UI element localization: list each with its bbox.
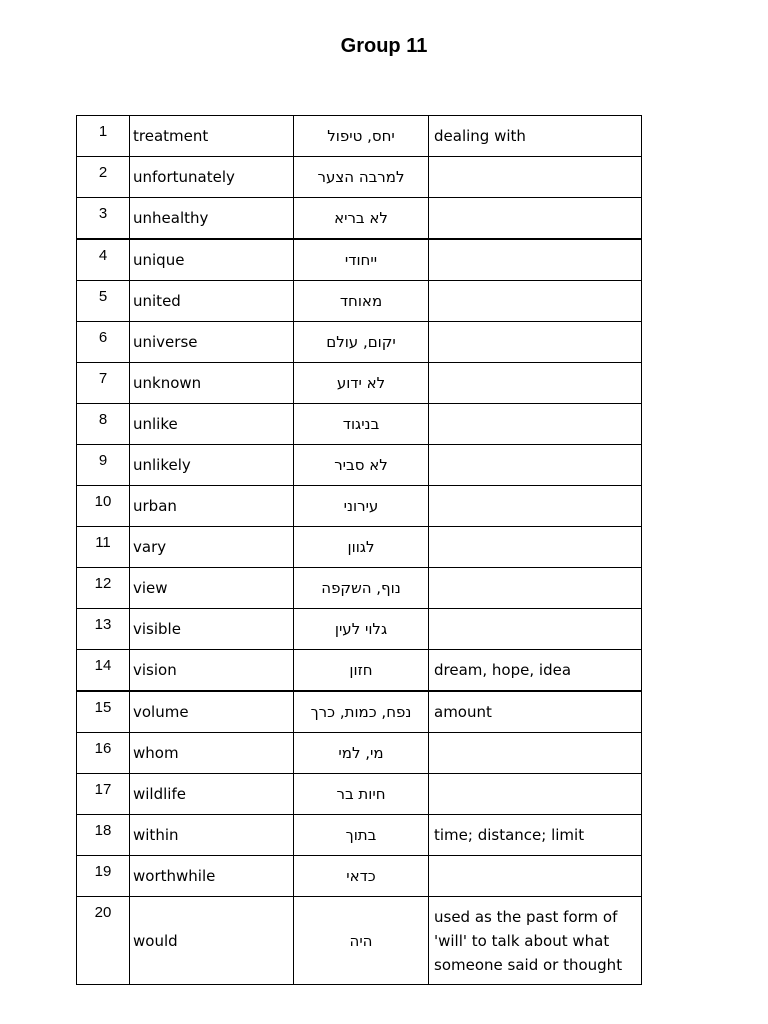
english-word: worthwhile xyxy=(130,856,294,897)
note xyxy=(429,733,642,774)
english-word: unlike xyxy=(130,404,294,445)
hebrew-translation: חיות בר xyxy=(294,774,429,815)
hebrew-translation: עירוני xyxy=(294,486,429,527)
table-row xyxy=(77,486,642,527)
hebrew-translation: לא בריא xyxy=(294,198,429,240)
table-row xyxy=(77,116,642,157)
english-word: wildlife xyxy=(130,774,294,815)
hebrew-translation: בניגוד xyxy=(294,404,429,445)
english-word: unique xyxy=(130,239,294,281)
hebrew-translation: חזון xyxy=(294,650,429,692)
hebrew-translation: יקום, עולם xyxy=(294,322,429,363)
table-row xyxy=(77,650,642,692)
note xyxy=(429,322,642,363)
hebrew-translation: לא ידוע xyxy=(294,363,429,404)
english-word: unfortunately xyxy=(130,157,294,198)
note xyxy=(429,198,642,240)
table-row xyxy=(77,157,642,198)
table-row xyxy=(77,445,642,486)
row-number: 20 xyxy=(77,897,130,985)
row-number: 16 xyxy=(77,733,130,774)
hebrew-translation: בתוך xyxy=(294,815,429,856)
note: amount xyxy=(429,691,642,733)
english-word: unknown xyxy=(130,363,294,404)
row-number: 10 xyxy=(77,486,130,527)
row-number: 14 xyxy=(77,650,130,692)
english-word: urban xyxy=(130,486,294,527)
english-word: visible xyxy=(130,609,294,650)
table-row xyxy=(77,568,642,609)
note: dealing with xyxy=(429,116,642,157)
row-number: 4 xyxy=(77,239,130,281)
row-number: 19 xyxy=(77,856,130,897)
table-row xyxy=(77,856,642,897)
english-word: within xyxy=(130,815,294,856)
note xyxy=(429,363,642,404)
note xyxy=(429,856,642,897)
hebrew-translation: נפח, כמות, כרך xyxy=(294,691,429,733)
note: used as the past form of 'will' to talk about what someone said or thought xyxy=(429,897,642,985)
row-number: 5 xyxy=(77,281,130,322)
row-number: 12 xyxy=(77,568,130,609)
note xyxy=(429,527,642,568)
row-number: 9 xyxy=(77,445,130,486)
hebrew-translation: מאוחד xyxy=(294,281,429,322)
hebrew-translation: מי, למי xyxy=(294,733,429,774)
row-number: 7 xyxy=(77,363,130,404)
english-word: volume xyxy=(130,691,294,733)
note xyxy=(429,486,642,527)
english-word: unlikely xyxy=(130,445,294,486)
hebrew-translation: ייחודי xyxy=(294,239,429,281)
hebrew-translation: כדאי xyxy=(294,856,429,897)
table-row xyxy=(77,897,642,985)
row-number: 6 xyxy=(77,322,130,363)
row-number: 1 xyxy=(77,116,130,157)
english-word: universe xyxy=(130,322,294,363)
hebrew-translation: לגוון xyxy=(294,527,429,568)
row-number: 11 xyxy=(77,527,130,568)
row-number: 17 xyxy=(77,774,130,815)
note xyxy=(429,404,642,445)
row-number: 13 xyxy=(77,609,130,650)
row-number: 15 xyxy=(77,691,130,733)
table-row xyxy=(77,363,642,404)
hebrew-translation: גלוי לעין xyxy=(294,609,429,650)
table-row xyxy=(77,733,642,774)
table-row xyxy=(77,198,642,240)
note: time; distance; limit xyxy=(429,815,642,856)
hebrew-translation: היה xyxy=(294,897,429,985)
hebrew-translation: לא סביר xyxy=(294,445,429,486)
english-word: unhealthy xyxy=(130,198,294,240)
hebrew-translation: למרבה הצער xyxy=(294,157,429,198)
table-row xyxy=(77,815,642,856)
english-word: view xyxy=(130,568,294,609)
note xyxy=(429,239,642,281)
row-number: 18 xyxy=(77,815,130,856)
note: dream, hope, idea xyxy=(429,650,642,692)
english-word: whom xyxy=(130,733,294,774)
note xyxy=(429,568,642,609)
english-word: vision xyxy=(130,650,294,692)
page-title: Group 11 xyxy=(340,35,428,57)
note xyxy=(429,281,642,322)
table-row xyxy=(77,527,642,568)
note xyxy=(429,774,642,815)
hebrew-translation: יחס, טיפול xyxy=(294,116,429,157)
english-word: would xyxy=(130,897,294,985)
hebrew-translation: נוף, השקפה xyxy=(294,568,429,609)
table-row xyxy=(77,691,642,733)
table-row xyxy=(77,239,642,281)
table-row xyxy=(77,281,642,322)
table-row xyxy=(77,609,642,650)
note xyxy=(429,157,642,198)
row-number: 2 xyxy=(77,157,130,198)
row-number: 3 xyxy=(77,198,130,240)
english-word: vary xyxy=(130,527,294,568)
vocabulary-table xyxy=(76,115,642,985)
table-row xyxy=(77,322,642,363)
english-word: treatment xyxy=(130,116,294,157)
note xyxy=(429,445,642,486)
table-row xyxy=(77,774,642,815)
row-number: 8 xyxy=(77,404,130,445)
english-word: united xyxy=(130,281,294,322)
note xyxy=(429,609,642,650)
table-row xyxy=(77,404,642,445)
